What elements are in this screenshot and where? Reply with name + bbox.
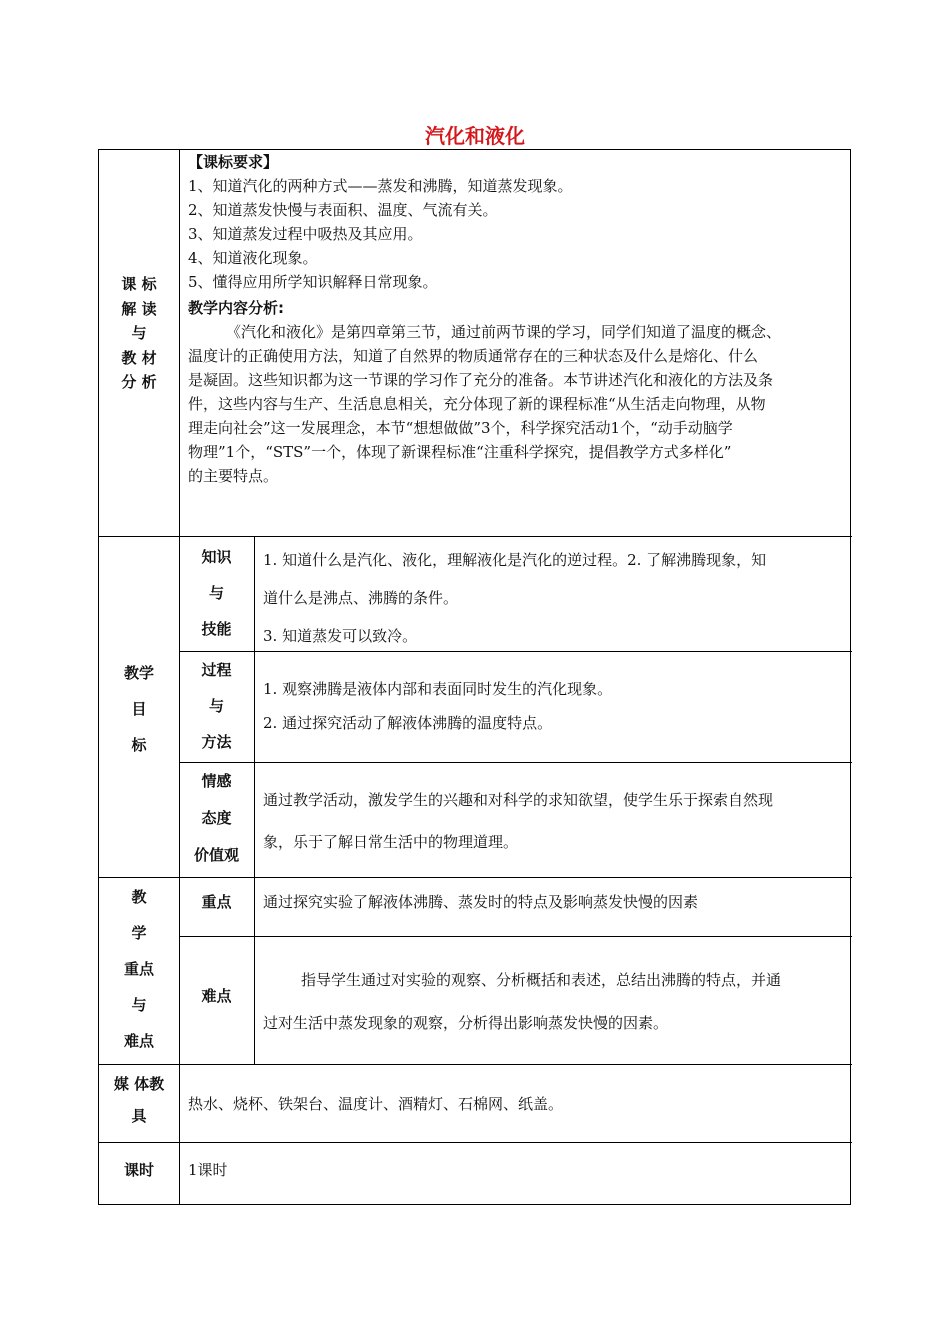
media-content: 热水、烧杯、铁架台、温度计、酒精灯、石棉网、纸盖。 bbox=[188, 1095, 564, 1113]
knowledge-content: 1. 知道什么是汽化、液化，理解液化是汽化的逆过程。2. 了解沸腾现象，知 道什么是沸点、沸腾的条件。 3. 知道蒸发可以致冷。 bbox=[263, 551, 767, 645]
class-hours-content: 1课时 bbox=[188, 1161, 228, 1179]
row-divider bbox=[179, 936, 852, 937]
analysis-line: 物理”1个，“STS”一个，体现了新课程标准“注重科学探究，提倡教学方式多样化” bbox=[188, 443, 732, 461]
analysis-line: 理走向社会”这一发展理念，本节“想想做做”3个，科学探究活动1个，“动手动脑学 bbox=[188, 419, 733, 437]
requirement-item: 5、懂得应用所学知识解释日常现象。 bbox=[188, 273, 438, 291]
difficult-point-label: 难点 bbox=[201, 987, 232, 1005]
analysis-line: 温度计的正确使用方法，知道了自然界的物质通常存在的三种状态及什么是熔化、什么 bbox=[188, 347, 759, 365]
process-content: 1. 观察沸腾是液体内部和表面同时发生的汽化现象。 2. 通过探究活动了解液体沸腾的温度特点。 bbox=[263, 680, 613, 732]
row-divider bbox=[179, 762, 852, 763]
requirements-heading: 【课标要求】 bbox=[188, 153, 279, 171]
row-divider bbox=[99, 1142, 852, 1143]
analysis-line: 件，这些内容与生产、生活息息相关，充分体现了新的课程标准“从生活走向物理，从物 bbox=[188, 395, 766, 413]
emotion-content: 通过教学活动，激发学生的兴趣和对科学的求知欲望，使学生乐于探索自然现 象，乐于了解日常生活中的物理道理。 bbox=[263, 791, 774, 851]
section2-label: 教学 目 标 bbox=[123, 664, 154, 754]
analysis-line: 《汽化和液化》是第四章第三节，通过前两节课的学习，同学们知道了温度的概念、 bbox=[226, 323, 782, 341]
lesson-plan-table bbox=[98, 149, 851, 1205]
difficult-point-content: 指导学生通过对实验的观察、分析概括和表述，总结出沸腾的特点，并通 过对生活中蒸发现象的观察，分析得出影响蒸发快慢的因素。 bbox=[263, 971, 782, 1032]
document-title: 汽化和液化 bbox=[425, 124, 525, 148]
row-divider bbox=[99, 877, 852, 878]
section5-label: 课时 bbox=[123, 1161, 154, 1179]
requirement-item: 2、知道蒸发快慢与表面积、温度、气流有关。 bbox=[188, 201, 498, 219]
col-divider bbox=[254, 536, 255, 1064]
analysis-line: 的主要特点。 bbox=[188, 467, 279, 485]
process-label: 过程 与 方法 bbox=[201, 661, 232, 751]
key-point-label: 重点 bbox=[201, 893, 232, 911]
requirement-item: 1、知道汽化的两种方式——蒸发和沸腾，知道蒸发现象。 bbox=[188, 177, 573, 195]
row-divider bbox=[99, 1064, 852, 1065]
key-point-content: 通过探究实验了解液体沸腾、蒸发时的特点及影响蒸发快慢的因素 bbox=[263, 893, 699, 911]
row-divider bbox=[99, 536, 852, 537]
section4-label: 媒 体教 具 bbox=[113, 1075, 165, 1125]
section1-content bbox=[188, 150, 848, 488]
emotion-label: 情感 态度 价值观 bbox=[193, 772, 239, 864]
analysis-line: 是凝固。这些知识都为这一节课的学习作了充分的准备。本节讲述汽化和液化的方法及条 bbox=[188, 371, 774, 389]
analysis-heading: 教学内容分析: bbox=[188, 299, 284, 317]
knowledge-label: 知识 与 技能 bbox=[201, 548, 232, 638]
section1-label: 课 标 解 读 与 教 材 分 析 bbox=[121, 275, 157, 391]
requirement-item: 3、知道蒸发过程中吸热及其应用。 bbox=[188, 225, 423, 243]
section3-label: 教 学 重点 与 难点 bbox=[123, 888, 154, 1050]
requirement-item: 4、知道液化现象。 bbox=[188, 249, 318, 267]
